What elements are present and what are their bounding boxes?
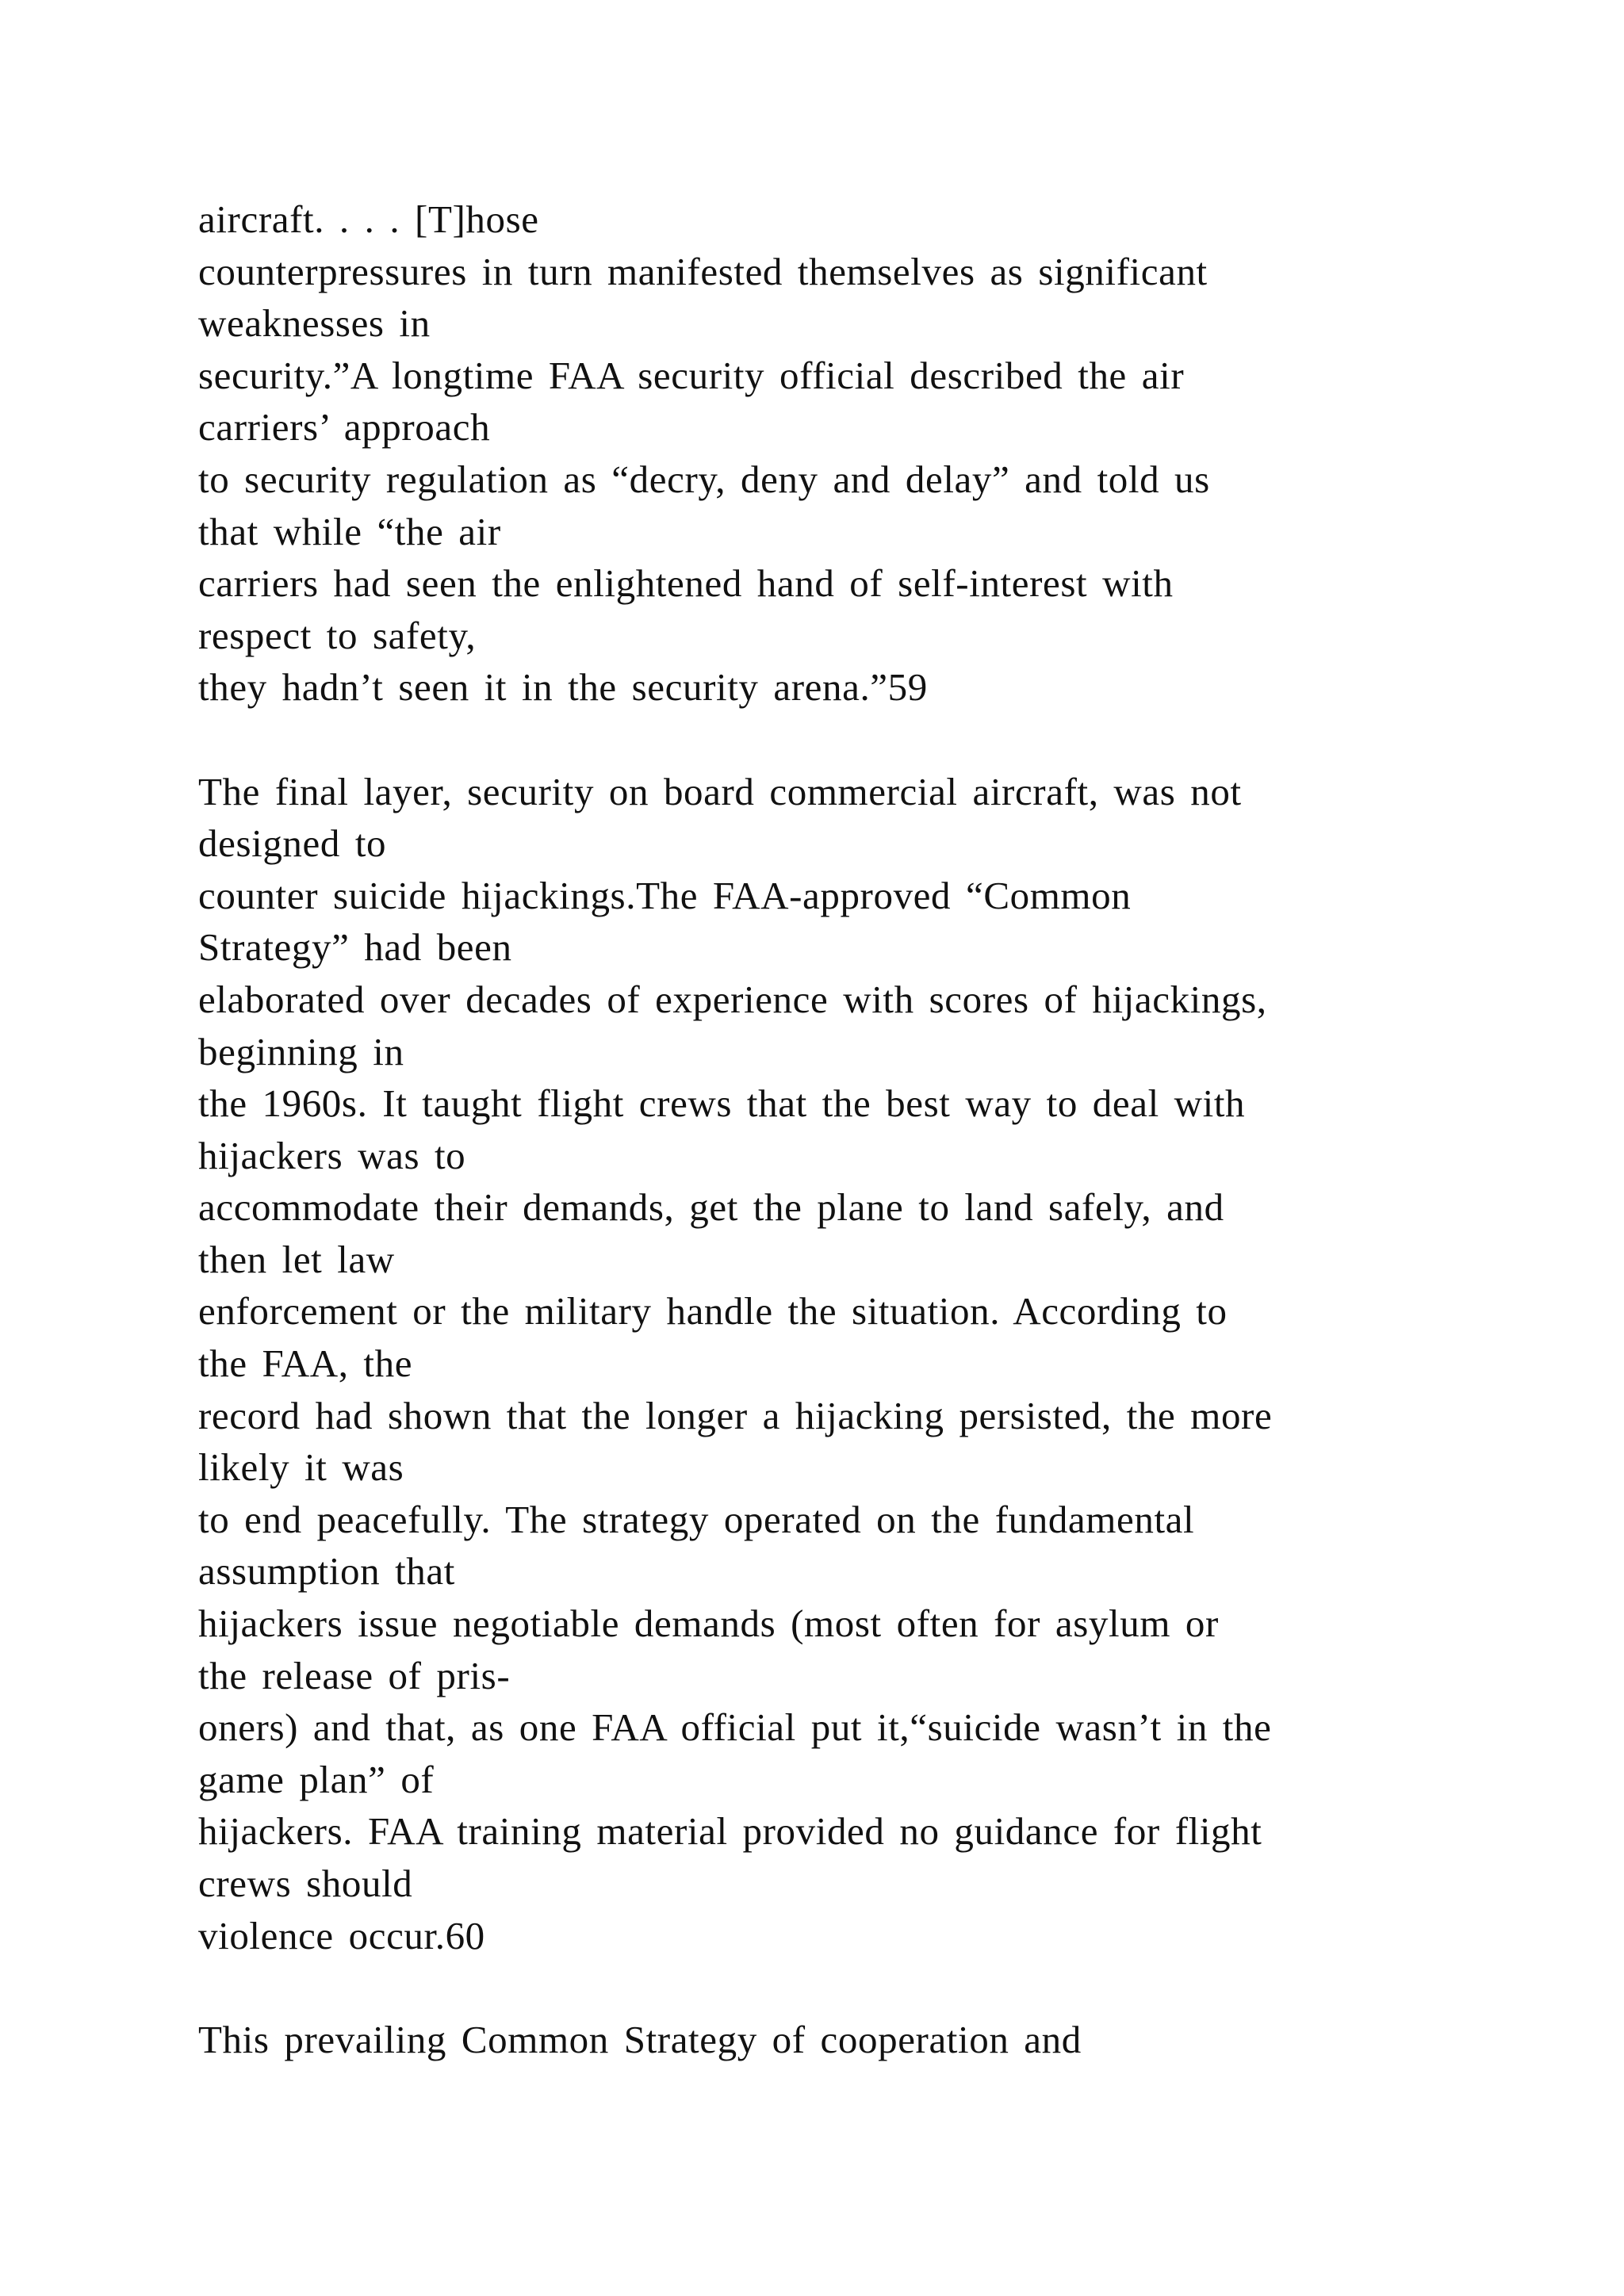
- text-line: they hadn’t seen it in the security arena.”59: [198, 665, 928, 710]
- text-line: the release of pris-: [198, 1653, 511, 1697]
- text-line: beginning in: [198, 1029, 404, 1073]
- text-line: security.”A longtime FAA security official described the air: [198, 353, 1185, 397]
- text-line: weaknesses in: [198, 301, 431, 346]
- text-line: that while “the air: [198, 509, 501, 553]
- text-line: to end peacefully. The strategy operated on the fundamental: [198, 1497, 1195, 1541]
- text-line: Strategy” had been: [198, 925, 512, 970]
- text-line: carriers had seen the enlightened hand of self-interest with: [198, 561, 1174, 606]
- paragraph-break: [198, 714, 1546, 766]
- text-line: crews should: [198, 1862, 413, 1905]
- text-line: counter suicide hijackings.The FAA-approved “Common: [198, 873, 1132, 917]
- text-line: enforcement or the military handle the situation. According to: [198, 1289, 1228, 1334]
- text-line: respect to safety,: [198, 613, 477, 657]
- text-line: aircraft. . . . [T]hose: [198, 197, 539, 241]
- text-line: accommodate their demands, get the plane to land safely, and: [198, 1185, 1224, 1230]
- text-line: carriers’ approach: [198, 405, 491, 450]
- text-line: The final layer, security on board commercial aircraft, was not: [198, 769, 1242, 813]
- text-line: then let law: [198, 1237, 395, 1281]
- text-line: hijackers. FAA training material provided no guidance for flight: [198, 1809, 1262, 1854]
- text-line: hijackers issue negotiable demands (most often for asylum or: [198, 1601, 1219, 1646]
- text-line: the 1960s. It taught flight crews that the best way to deal with: [198, 1081, 1246, 1126]
- paragraph-break: [198, 1961, 1546, 2014]
- text-line: record had shown that the longer a hijacking persisted, the more: [198, 1393, 1273, 1437]
- text-line: designed to: [198, 821, 387, 866]
- text-line: the FAA, the: [198, 1341, 413, 1386]
- text-line: elaborated over decades of experience with scores of hijackings,: [198, 977, 1267, 1021]
- text-line: hijackers was to: [198, 1133, 466, 1177]
- text-line: This prevailing Common Strategy of cooperation and: [198, 2017, 1082, 2061]
- text-line: likely it was: [198, 1445, 404, 1490]
- text-line: counterpressures in turn manifested themselves as significant: [198, 249, 1208, 293]
- text-line: violence occur.60: [198, 1913, 485, 1957]
- text-line: game plan” of: [198, 1757, 435, 1801]
- text-line: oners) and that, as one FAA official put it,“suicide wasn’t in the: [198, 1705, 1272, 1750]
- text-line: to security regulation as “decry, deny and delay” and told us: [198, 457, 1210, 501]
- text-line: assumption that: [198, 1549, 455, 1594]
- body-text: [198, 193, 1546, 2065]
